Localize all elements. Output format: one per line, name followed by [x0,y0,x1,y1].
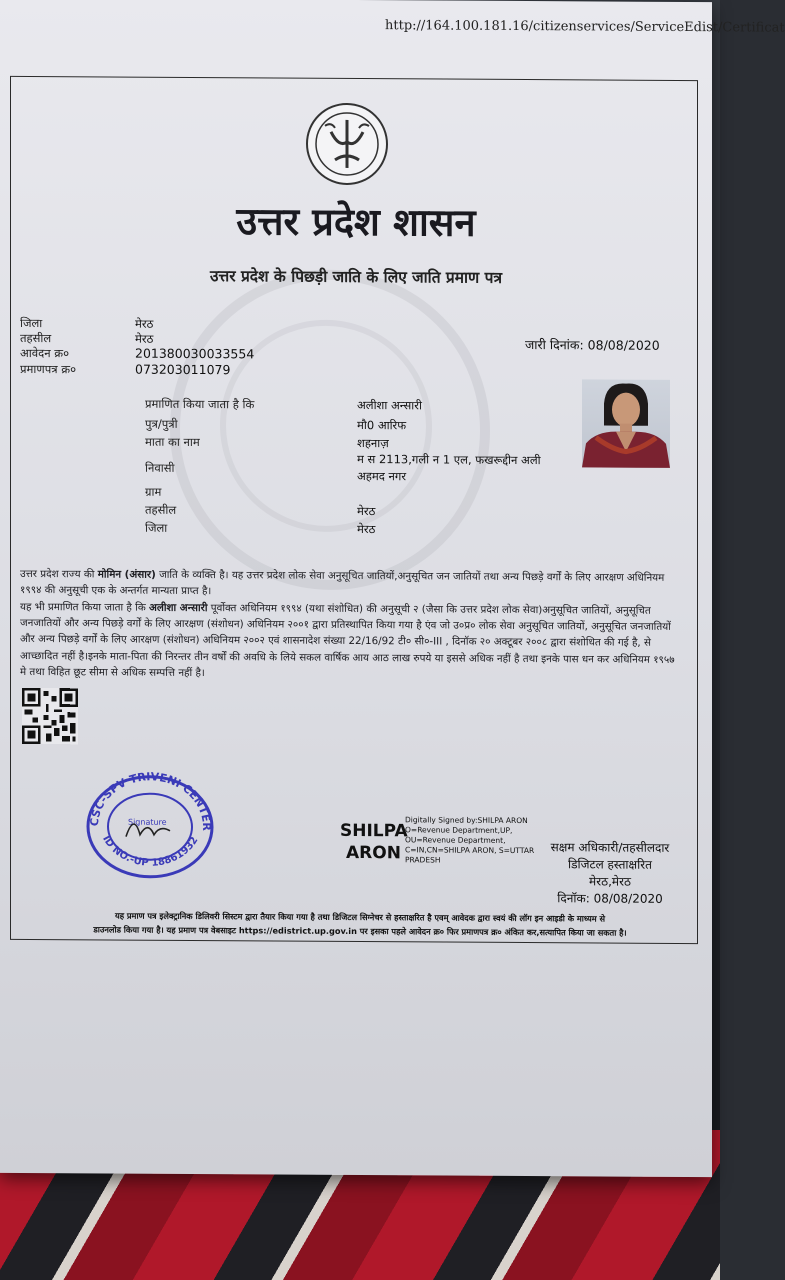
father-name: मौ0 आरिफ [357,418,407,433]
certificate-subtitle: उत्तर प्रदेश के पिछड़ी जाति के लिए जाति प्रमाण पत्र [210,267,502,287]
svg-text:ID NO.-UP 18861932: ID NO.-UP 18861932 [100,834,201,869]
officer-digital-signed: डिजिटल हस्ताक्षरित [568,857,652,872]
certified-name: अलीशा अन्सारी [149,601,208,615]
detail-district-label: जिला [145,520,168,535]
detail-district-value: मेरठ [357,522,376,537]
district-label: जिला [20,315,43,331]
up-government-emblem-icon [305,102,389,187]
officer-designation: सक्षम अधिकारी/तहसीलदार [550,840,670,855]
certificate-no-value: 073203011079 [135,361,231,378]
certificate-no-label: प्रमाणपत्र क्र० [20,361,77,377]
footer-note: यह प्रमाण पत्र इलेक्ट्रानिक डिलिवरी सिस्टम द्वारा तैयार किया गया है तथा डिजिटल सिग्नेचर से हस्ताक्षरित है एवम् आवेदक द्वारा स्वयं की लॉग इन आइडी के माध्यम से डाउनलोड किया गया है। यह प्रमाण पत्र वेबसाइट https://edistrict.up.gov.in पर इसका पहले आवेदन क्र० फिर प्रमाणपत्र क्र० अंकित कर,सत्यापित किया जा सकता है। [93,910,627,938]
signatory-name: SHILPA ARON [340,820,408,864]
resident-label: निवासी [145,460,175,475]
applicant-photo [582,379,670,468]
officer-block [530,839,690,908]
mother-name: शहनाज़ [357,436,389,451]
emblem-watermark [170,269,490,591]
child-of-label: पुत्र/पुत्री [145,416,178,431]
application-no-value: 201380030033554 [135,345,255,362]
svg-text:Signature: Signature [128,817,167,827]
address-line1: म स 2113,गली न 1 एल, फखरूद्दीन अली [357,452,541,468]
officer-location: मेरठ,मेरठ [589,874,631,889]
certified-label: प्रमाणित किया जाता है कि [145,396,255,412]
issue-date: जारी दिनांक: 08/08/2020 [525,337,660,353]
address-line2: अहमद नगर [357,469,407,484]
page-title: उत्तर प्रदेश शासन [236,198,476,245]
application-no-label: आवेदन क्र० [20,345,70,361]
printed-url: http://164.100.181.16/citizenservices/ServiceEdist/Certificat [385,18,785,36]
district-value: मेरठ [135,316,154,331]
detail-tehsil-label: तहसील [145,502,177,517]
tehsil-value: मेरठ [135,331,154,346]
tehsil-label: तहसील [20,330,52,346]
mother-label: माता का नाम [145,434,200,450]
csc-stamp [78,768,223,879]
officer-date: दिनॉक: 08/08/2020 [557,891,663,906]
qr-code-icon [22,688,78,744]
caste-name: मोमिन (अंसार) [97,568,156,581]
detail-tehsil-value: मेरठ [357,504,376,519]
digital-signature-details: Digitally Signed by:SHILPA ARON O=Revenue Department,UP, OU=Revenue Department, C=IN,CN=SHILPA ARON, S=UTTAR PRADESH [405,815,535,865]
village-label: ग्राम [145,484,162,499]
applicant-name: अलीशा अन्सारी [357,398,422,413]
certification-paragraph: यह भी प्रमाणित किया जाता है कि अलीशा अन्सारी पूर्वोक्त अधिनियम १९९४ (यथा संशोधित) की अनुसूची २ (जैसा कि उत्तर प्रदेश लोक सेवा)अनुसूचित जातियों, अनुसूचित जनजातियों और अन्य पिछड़े वर्गों के लिए आरक्षण (संशोधन) अधिनियम २००१ द्वारा प्रतिस्थापित किया गया है एंव जो उ०प्र० लोक सेवा अनुसूचित जातियों, अनुसूचित जनजातियों और अन्य पिछड़े वर्गों के लिए आरक्षण (संशोधन) अधिनियम २००२ एवं शासनादेश संख्या 22/16/92 टी० सी०-III , दिनॉक २० अक्टूबर २००८ द्वारा संशोधित की गई है, से आच्छादित नहीं है।इनके माता-पिता की निरन्तर तीन वर्षों की अवधि के लिये सकल वार्षिक आय आठ लाख रुपये या इससे अधिक नहीं है तथा इनके पास धन कर अधिनियम १९५७ मे तथा विहित छूट सीमा से अधिक सम्पत्ति नहीं है। [20,600,675,679]
caste-paragraph: उत्तर प्रदेश राज्य की मोमिन (अंसार) जाति के व्यक्ति है। यह उत्तर प्रदेश लोक सेवा अनुसूचित जातियों,अनुसूचित जन जातियों तथा अन्य पिछड़े वर्गों के लिए आरक्षण अधिनियम १९९४ की अनुसूची एक के अन्तर्गत मान्यता प्राप्त है। [20,567,665,598]
svg-text:CSC-SPV TRIVENI CENTER: CSC-SPV TRIVENI CENTER [87,770,214,831]
